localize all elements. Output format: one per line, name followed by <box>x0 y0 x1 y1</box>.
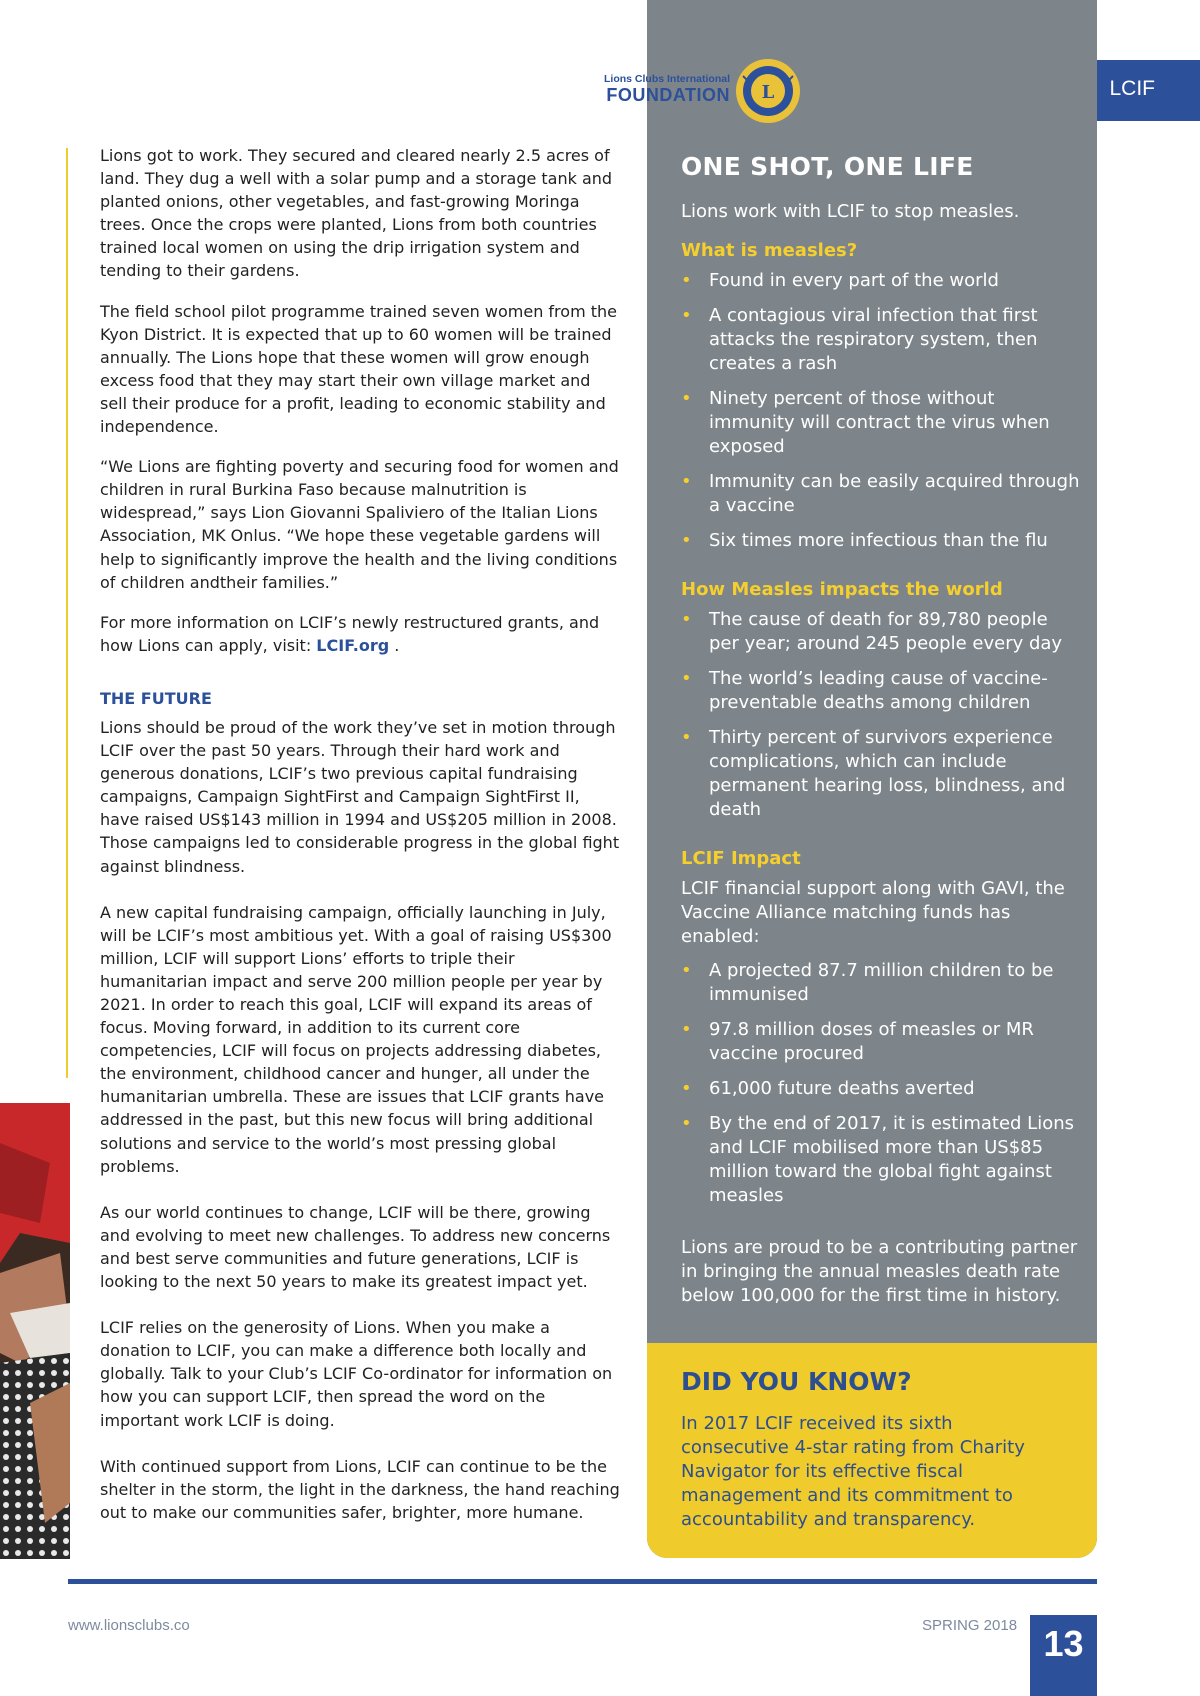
svg-text:L: L <box>761 82 775 103</box>
article-paragraph: A new capital fundraising campaign, officially launching in July, will be LCIF’s most ambitious yet. With a goal of raising US$300 million, LCIF will support Lions’ efforts to triple their humanitarian impact and serve 200 million people per year by 2021. In order to reach this goal, LCIF will expand its areas of focus. Moving forward, in addition to its current core competencies, LCIF will focus on projects addressing diabetes, the environment, childhood cancer and hunger, all under the humanitarian umbrella. These are issues that LCIF grants have addressed in the past, but this new focus will bring additional solutions and service to the world’s most pressing global problems. <box>100 902 612 1176</box>
bullet-icon: • <box>681 727 692 748</box>
impact-heading: How Measles impacts the world <box>681 579 1003 600</box>
list-item <box>681 1018 1081 1066</box>
logo-line-1: Lions Clubs International <box>603 73 730 85</box>
did-you-know-body: In 2017 LCIF received its sixth consecutive 4-star rating from Charity Navigator for its effective fiscal management and its commitment to accountability and transparency. <box>681 1413 1025 1530</box>
lcif-link[interactable]: LCIF.org <box>316 635 390 655</box>
bullet-icon: • <box>681 471 692 492</box>
accent-line <box>66 148 68 1078</box>
photo-crop <box>0 1103 70 1559</box>
impact-list <box>681 608 1081 822</box>
sidebar-subtitle: Lions work with LCIF to stop measles. <box>681 201 1020 222</box>
list-item <box>681 269 1081 293</box>
bullet-icon: • <box>681 1078 692 1099</box>
what-list <box>681 269 1081 553</box>
bullet-icon: • <box>681 1019 692 1040</box>
lcif-impact-list <box>681 959 1081 1208</box>
sidebar-title: ONE SHOT, ONE LIFE <box>681 152 974 181</box>
page-number-box <box>1030 1615 1097 1696</box>
list-item-text: Six times more infectious than the flu <box>709 530 1048 551</box>
bullet-icon: • <box>681 609 692 630</box>
bullet-icon: • <box>681 305 692 326</box>
foundation-logo <box>598 73 730 106</box>
list-item-text: Found in every part of the world <box>709 270 999 291</box>
article-paragraph: Lions should be proud of the work they’ve set in motion through LCIF over the past 50 years. Through their hard work and generous donations, LCIF’s two previous capital fundraising campaigns, Campaign SightFirst and Campaign SightFirst II, have raised US$143 million in 1994 and US$205 million in 2008. Those campaigns led to considerable progress in the global fight against blindness. <box>100 717 620 876</box>
lcif-impact-heading: LCIF Impact <box>681 848 801 869</box>
list-item-text: Thirty percent of survivors experience complications, which can include permanent hearing loss, blindness, and death <box>709 727 1066 820</box>
bullet-icon: • <box>681 388 692 409</box>
issue-label: SPRING 2018 <box>922 1617 1018 1634</box>
list-item <box>681 959 1081 1007</box>
list-item <box>681 529 1081 553</box>
article-paragraph: With continued support from Lions, LCIF can continue to be the shelter in the storm, the light in the darkness, the hand reaching out to make our communities safer, brighter, more humane. <box>100 1456 620 1522</box>
did-you-know-box <box>647 1343 1097 1558</box>
list-item-text: 61,000 future deaths averted <box>709 1078 975 1099</box>
sidebar-content <box>681 152 1081 1308</box>
article-paragraph: As our world continues to change, LCIF will be there, growing and evolving to meet new challenges. To address new concerns and best serve communities and future generations, LCIF is looking to the next 50 years to make its greatest impact yet. <box>100 1202 611 1292</box>
list-item-text: A projected 87.7 million children to be immunised <box>709 960 1054 1005</box>
logo-line-2: FOUNDATION <box>606 85 730 105</box>
footer-url[interactable]: www.lionsclubs.co <box>68 1617 190 1634</box>
sidebar-closing: Lions are proud to be a contributing partner in bringing the annual measles death rate below 100,000 for the first time in history. <box>681 1237 1078 1306</box>
footer-rule <box>68 1579 1097 1584</box>
list-item-text: Immunity can be easily acquired through a vaccine <box>709 471 1080 516</box>
bullet-icon: • <box>681 960 692 981</box>
list-item-text: The world’s leading cause of vaccine-preventable deaths among children <box>709 668 1048 713</box>
did-you-know-title: DID YOU KNOW? <box>681 1367 912 1396</box>
article-paragraph: “We Lions are fighting poverty and securing food for women and children in rural Burkina Faso because malnutrition is widespread,” says Lion Giovanni Spaliviero of the Italian Lions Association, MK Onlus. “We hope these vegetable gardens will help to significantly improve the health and the living conditions of children andtheir families.” <box>100 457 619 592</box>
list-item <box>681 387 1081 459</box>
list-item <box>681 726 1081 822</box>
page-number: 13 <box>1043 1623 1084 1664</box>
list-item <box>681 1077 1081 1101</box>
bullet-icon: • <box>681 668 692 689</box>
bullet-icon: • <box>681 1113 692 1134</box>
lions-emblem-icon <box>735 58 801 124</box>
list-item-text: By the end of 2017, it is estimated Lions and LCIF mobilised more than US$85 million toward the global fight against measles <box>709 1113 1075 1206</box>
measles-sidebar <box>647 0 1097 1558</box>
list-item <box>681 470 1081 518</box>
list-item-text: A contagious viral infection that first attacks the respiratory system, then creates a rash <box>709 305 1038 374</box>
bullet-icon: • <box>681 270 692 291</box>
article-body <box>100 144 620 1541</box>
list-item-text: 97.8 million doses of measles or MR vaccine procured <box>709 1019 1034 1064</box>
list-item <box>681 608 1081 656</box>
lcif-intro: LCIF financial support along with GAVI, the Vaccine Alliance matching funds has enabled: <box>681 878 1065 947</box>
bullet-icon: • <box>681 530 692 551</box>
list-item-text: Ninety percent of those without immunity will contract the virus when exposed <box>709 388 1050 457</box>
list-item-text: The cause of death for 89,780 people per year; around 245 people every day <box>709 609 1063 654</box>
article-paragraph: The field school pilot programme trained seven women from the Kyon District. It is expected that up to 60 women will be trained annually. The Lions hope that these women will grow enough excess food that they may start their own village market and sell their produce for a profit, leading to economic stability and independence. <box>100 301 617 437</box>
section-label: LCIF <box>1109 77 1155 100</box>
article-paragraph: LCIF relies on the generosity of Lions. When you make a donation to LCIF, you can make a difference both locally and globally. Talk to your Club’s LCIF Co-ordinator for information on how you can support LCIF, then spread the word on the important work LCIF is doing. <box>100 1318 613 1430</box>
future-heading: THE FUTURE <box>100 688 212 708</box>
paragraph-text: For more information on LCIF’s newly restructured grants, and how Lions can apply, visit: <box>100 612 600 655</box>
article-paragraph <box>100 611 620 657</box>
list-item <box>681 667 1081 715</box>
article-paragraph: Lions got to work. They secured and cleared nearly 2.5 acres of land. They dug a well with a solar pump and a storage tank and planted onions, other vegetables, and fast-growing Moringa trees. Once the crops were planted, Lions from both countries trained local women on using the drip irrigation system and tending to their gardens. <box>100 146 613 281</box>
list-item <box>681 1112 1081 1208</box>
what-heading: What is measles? <box>681 240 858 261</box>
list-item <box>681 304 1081 376</box>
paragraph-text: . <box>389 635 400 655</box>
